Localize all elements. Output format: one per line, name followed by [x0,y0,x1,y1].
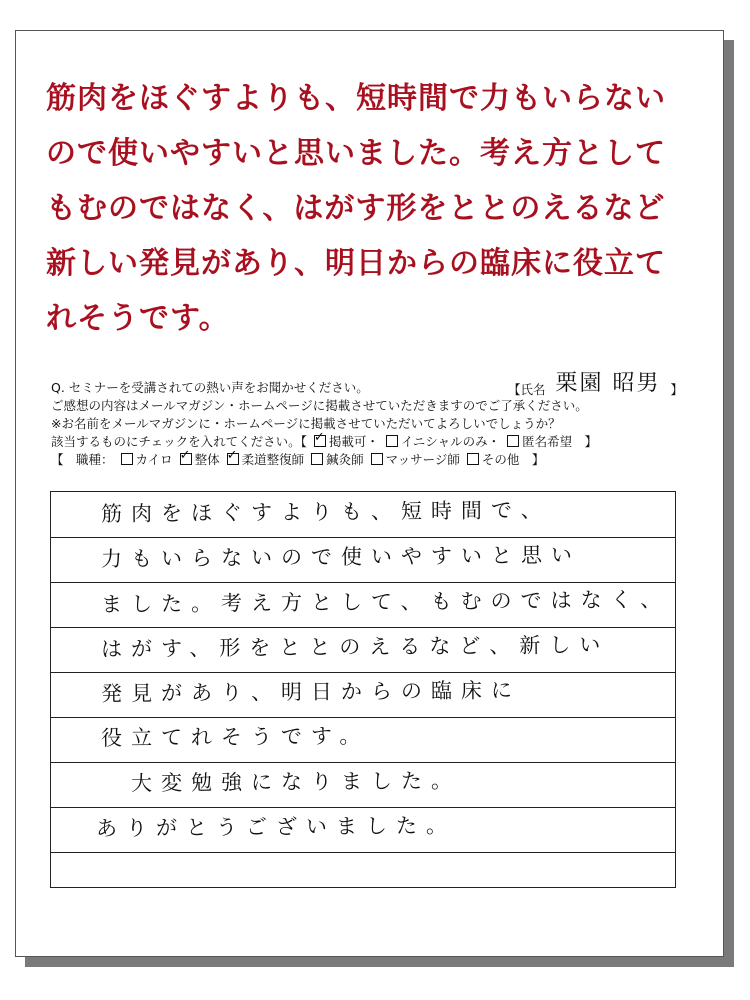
survey-form-header [51,371,701,469]
checkbox-judo[interactable] [227,453,239,465]
handwritten-line: 力もいらないので使いやすいと思い [51,537,675,583]
quote-line: ので使いやすいと思いました。考え方として [46,136,666,171]
quote-line: もむのではなく、はがす形をととのえるなど [46,191,666,226]
handwritten-line: 筋肉をほぐすよりも、短時間で、 [51,492,675,538]
job-label: 整体 [194,452,220,467]
job-label: 鍼灸師 [326,452,364,467]
checkbox-massage[interactable] [371,453,383,465]
checkbox-chiro[interactable] [121,453,133,465]
job-label: カイロ [135,452,173,467]
handwritten-line: 大変勉強になりました。 [51,762,675,808]
form-permission-question: ※お名前をメールマガジンに・ホームページに掲載させていただいてよろしいでしょうか？ [51,416,561,431]
handwritten-line: ありがとうございました。 [51,807,675,853]
handwritten-line: 役立てれそうです。 [51,717,675,763]
options-prefix: 該当するものにチェックを入れてください。【 [51,434,307,449]
name-field [508,371,683,399]
form-notice: ご感想の内容はメールマガジン・ホームページに掲載させていただきますのでご了承ください。 [51,398,588,413]
form-question: Q. セミナーを受講されての熱い声をお聞かせください。 [51,380,369,395]
job-label: 柔道整復師 [241,452,305,467]
quote-line: れそうです。 [46,301,230,336]
testimonial-quote [46,71,696,346]
option-label: イニシャルのみ・ [400,434,501,449]
job-label: その他 】 [481,452,545,467]
occupation-options [51,451,701,469]
checkbox-other[interactable] [467,453,479,465]
option-label: 匿名希望 】 [522,434,598,449]
checkbox-publish[interactable] [314,435,326,447]
name-label: 【氏名 [508,382,546,397]
quote-line: 筋肉をほぐすよりも、短時間で力もいらない [46,81,666,116]
checkbox-initials[interactable] [386,435,398,447]
option-label: 掲載可・ [328,434,379,449]
job-label: マッサージ師 [385,452,460,467]
handwritten-line: ました。考え方として、もむのではなく、 [51,582,675,628]
publication-options [51,433,701,451]
job-prefix: 【 職種： [51,452,114,467]
name-close: 】 [670,382,683,397]
checkbox-seitai[interactable] [180,453,192,465]
handwritten-line: 発見があり、明日からの臨床に [51,672,675,718]
quote-line: 新しい発見があり、明日からの臨床に役立て [46,246,666,281]
handwritten-line: はがす、形をととのえるなど、新しい [51,627,675,673]
testimonial-card [15,30,724,957]
checkbox-anonymous[interactable] [507,435,519,447]
handwritten-answer-sheet [50,491,676,888]
name-value: 栗園 昭男 [555,371,661,396]
checkbox-acupuncture[interactable] [311,453,323,465]
